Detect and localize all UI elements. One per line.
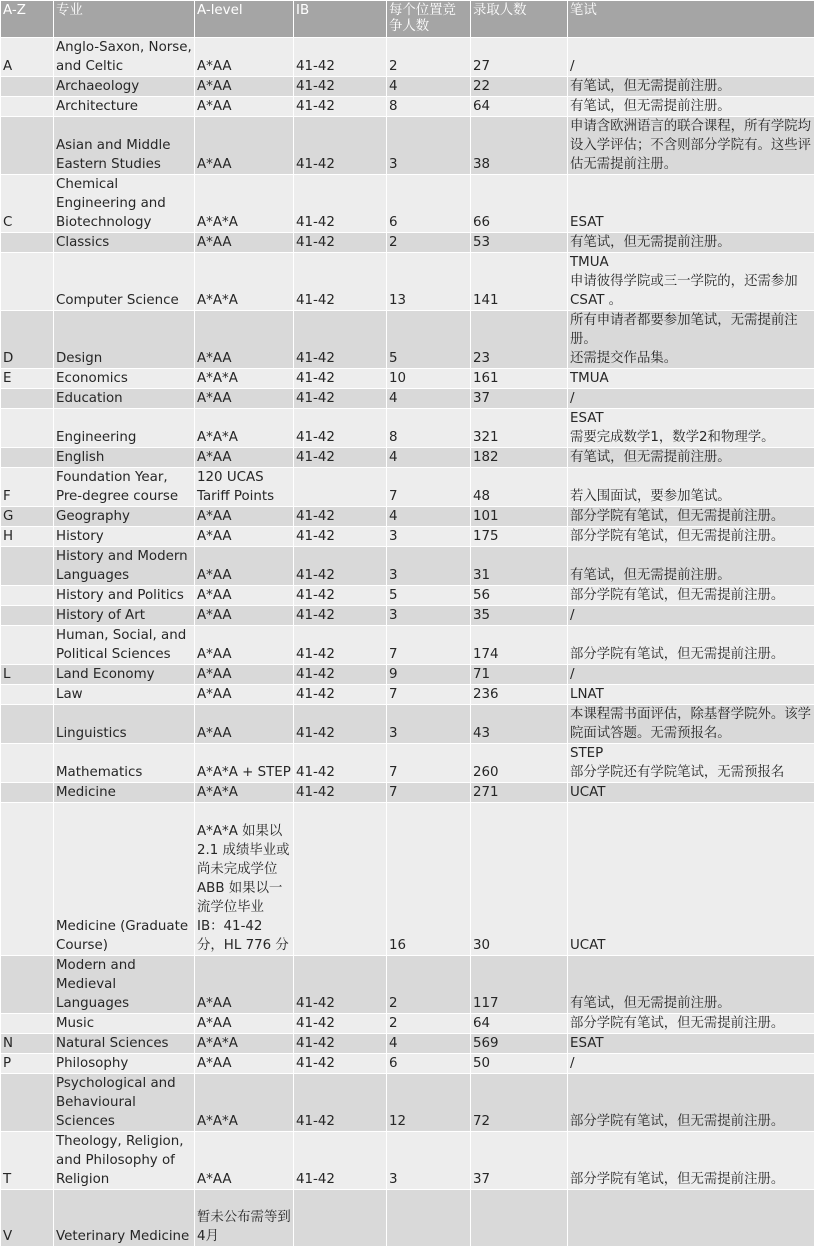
table-row [1,1074,814,1132]
written-test-cell: UCAT [568,803,814,956]
subject-cell: Classics [54,233,195,253]
az-cell: C [1,175,54,233]
ib-cell: 41-42 [294,369,387,389]
ib-cell: 41-42 [294,311,387,369]
admitted-cell: 37 [471,1132,568,1190]
subject-cell: Medicine [54,783,195,803]
admitted-cell: 35 [471,606,568,626]
written-test-cell: / [568,606,814,626]
admitted-cell: 175 [471,527,568,547]
admitted-cell: 271 [471,783,568,803]
ib-cell: 41-42 [294,1132,387,1190]
alevel-cell: A*AA [195,389,294,409]
table-row [1,253,814,311]
subject-cell: Engineering [54,409,195,448]
header-alevel: A-level [195,1,294,38]
alevel-cell: A*AA [195,685,294,705]
table-row [1,97,814,117]
written-test-cell: 本课程需书面评估，除基督学院外。该学院面试答题。无需预报名。 [568,705,814,744]
ib-cell: 41-42 [294,389,387,409]
written-test-cell: LNAT [568,685,814,705]
competition-cell: 3 [387,705,471,744]
competition-cell: 6 [387,1054,471,1074]
competition-cell: 7 [387,468,471,507]
written-test-cell: 有笔试，但无需提前注册。 [568,547,814,586]
admitted-cell: 64 [471,97,568,117]
competition-cell: 16 [387,803,471,956]
subject-cell: Geography [54,507,195,527]
admitted-cell [471,1190,568,1247]
competition-cell: 8 [387,409,471,448]
subject-cell: Philosophy [54,1054,195,1074]
written-test-cell: 有笔试，但无需提前注册。 [568,97,814,117]
ib-cell: 41-42 [294,1014,387,1034]
subject-cell: Anglo-Saxon, Norse, and Celtic [54,38,195,77]
competition-cell: 9 [387,665,471,685]
subject-cell: Land Economy [54,665,195,685]
ib-cell: 41-42 [294,175,387,233]
header-ib: IB [294,1,387,38]
az-cell: G [1,507,54,527]
header-written-test: 笔试 [568,1,814,38]
admitted-cell: 569 [471,1034,568,1054]
competition-cell: 5 [387,311,471,369]
written-test-cell: ESAT [568,175,814,233]
competition-cell: 7 [387,783,471,803]
table-row [1,369,814,389]
subject-cell: Computer Science [54,253,195,311]
az-cell: P [1,1054,54,1074]
table-row [1,956,814,1014]
competition-cell: 8 [387,97,471,117]
subject-cell: Medicine (Graduate Course) [54,803,195,956]
az-cell: A [1,38,54,77]
subject-cell: Education [54,389,195,409]
ib-cell [294,468,387,507]
ib-cell: 41-42 [294,685,387,705]
alevel-cell: A*AA [195,38,294,77]
competition-cell: 7 [387,685,471,705]
admitted-cell: 48 [471,468,568,507]
written-test-cell: 若入围面试，要参加笔试。 [568,468,814,507]
az-cell [1,685,54,705]
az-cell [1,117,54,175]
competition-cell: 3 [387,117,471,175]
az-cell: N [1,1034,54,1054]
table-row [1,665,814,685]
ib-cell: 41-42 [294,1054,387,1074]
written-test-cell [568,1190,814,1247]
competition-cell: 5 [387,586,471,606]
admitted-cell: 182 [471,448,568,468]
competition-cell: 10 [387,369,471,389]
table-row [1,606,814,626]
ib-cell: 41-42 [294,97,387,117]
table-row [1,507,814,527]
admitted-cell: 38 [471,117,568,175]
subject-cell: Human, Social, and Political Sciences [54,626,195,665]
az-cell: L [1,665,54,685]
ib-cell: 41-42 [294,956,387,1014]
written-test-cell: 部分学院有笔试，但无需提前注册。 [568,1014,814,1034]
alevel-cell: A*AA [195,586,294,606]
ib-cell: 41-42 [294,233,387,253]
alevel-cell: A*A*A + STEP [195,744,294,783]
ib-cell: 41-42 [294,606,387,626]
alevel-cell: A*AA [195,705,294,744]
alevel-cell: A*AA [195,97,294,117]
competition-cell: 2 [387,233,471,253]
table-row [1,468,814,507]
subject-cell: Natural Sciences [54,1034,195,1054]
table-row [1,547,814,586]
table-row [1,233,814,253]
competition-cell [387,1190,471,1247]
ib-cell: 41-42 [294,77,387,97]
subject-cell: Asian and Middle Eastern Studies [54,117,195,175]
subject-cell: Music [54,1014,195,1034]
written-test-cell: 部分学院有笔试，但无需提前注册。 [568,507,814,527]
az-cell [1,547,54,586]
alevel-cell: A*AA [195,507,294,527]
written-test-cell: 部分学院有笔试，但无需提前注册。 [568,586,814,606]
alevel-cell: A*AA [195,665,294,685]
table-row [1,77,814,97]
ib-cell: 41-42 [294,409,387,448]
az-cell [1,803,54,956]
az-cell [1,626,54,665]
admitted-cell: 53 [471,233,568,253]
admitted-cell: 50 [471,1054,568,1074]
written-test-cell: 有笔试，但无需提前注册。 [568,77,814,97]
subject-cell: Theology, Religion, and Philosophy of Religion [54,1132,195,1190]
header-subject: 专业 [54,1,195,38]
alevel-cell: A*AA [195,527,294,547]
subject-cell: Veterinary Medicine [54,1190,195,1247]
competition-cell: 13 [387,253,471,311]
admitted-cell: 43 [471,705,568,744]
az-cell [1,606,54,626]
alevel-cell: A*A*A [195,253,294,311]
table-row [1,1190,814,1247]
competition-cell: 3 [387,547,471,586]
alevel-cell: A*AA [195,1014,294,1034]
alevel-cell: A*AA [195,1054,294,1074]
admitted-cell: 117 [471,956,568,1014]
az-cell: V [1,1190,54,1247]
alevel-cell: A*A*A [195,409,294,448]
written-test-cell: 有笔试，但无需提前注册。 [568,448,814,468]
ib-cell: 41-42 [294,1074,387,1132]
subject-cell: Foundation Year, Pre-degree course [54,468,195,507]
written-test-cell: / [568,1054,814,1074]
written-test-cell: 所有申请者都要参加笔试，无需提前注册。 还需提交作品集。 [568,311,814,369]
admitted-cell: 66 [471,175,568,233]
alevel-cell: A*A*A [195,1034,294,1054]
alevel-cell: A*A*A 如果以 2.1 成绩毕业或尚未完成学位 ABB 如果以一流学位毕业 IB：41-42 分，HL 776 分 [195,803,294,956]
ib-cell [294,803,387,956]
written-test-cell: ESAT [568,1034,814,1054]
written-test-cell: TMUA 申请彼得学院或三一学院的，还需参加 CSAT 。 [568,253,814,311]
subject-cell: Economics [54,369,195,389]
table-row [1,117,814,175]
table-row [1,1054,814,1074]
competition-cell: 3 [387,606,471,626]
competition-cell: 12 [387,1074,471,1132]
ib-cell: 41-42 [294,117,387,175]
competition-cell: 4 [387,389,471,409]
alevel-cell: A*A*A [195,175,294,233]
written-test-cell: / [568,38,814,77]
written-test-cell: 部分学院有笔试，但无需提前注册。 [568,527,814,547]
competition-cell: 7 [387,744,471,783]
az-cell [1,1014,54,1034]
written-test-cell: STEP 部分学院还有学院笔试，无需预报名 [568,744,814,783]
written-test-cell: 有笔试，但无需提前注册。 [568,956,814,1014]
written-test-cell: 部分学院有笔试，但无需提前注册。 [568,1074,814,1132]
competition-cell: 4 [387,507,471,527]
alevel-cell: A*AA [195,956,294,1014]
az-cell: F [1,468,54,507]
written-test-cell: ESAT 需要完成数学1，数学2和物理学。 [568,409,814,448]
competition-cell: 4 [387,448,471,468]
az-cell [1,253,54,311]
alevel-cell: 120 UCAS Tariff Points [195,468,294,507]
az-cell [1,783,54,803]
alevel-cell: A*AA [195,233,294,253]
az-cell [1,389,54,409]
alevel-cell: A*AA [195,117,294,175]
admitted-cell: 101 [471,507,568,527]
admitted-cell: 161 [471,369,568,389]
table-row [1,626,814,665]
admitted-cell: 30 [471,803,568,956]
az-cell [1,956,54,1014]
subject-cell: Psychological and Behavioural Sciences [54,1074,195,1132]
ib-cell: 41-42 [294,783,387,803]
ib-cell: 41-42 [294,253,387,311]
written-test-cell: UCAT [568,783,814,803]
subject-cell: History and Politics [54,586,195,606]
az-cell [1,448,54,468]
az-cell [1,1074,54,1132]
table-row [1,1034,814,1054]
subject-cell: Archaeology [54,77,195,97]
competition-cell: 3 [387,527,471,547]
az-cell [1,409,54,448]
admitted-cell: 27 [471,38,568,77]
table-row [1,1014,814,1034]
table-row [1,744,814,783]
competition-cell: 2 [387,956,471,1014]
ib-cell: 41-42 [294,1034,387,1054]
table-row [1,685,814,705]
table-row [1,311,814,369]
competition-cell: 3 [387,1132,471,1190]
az-cell [1,233,54,253]
subject-cell: Linguistics [54,705,195,744]
subject-cell: History and Modern Languages [54,547,195,586]
table-row [1,448,814,468]
az-cell: D [1,311,54,369]
alevel-cell: A*AA [195,1132,294,1190]
az-cell [1,97,54,117]
written-test-cell: TMUA [568,369,814,389]
az-cell [1,586,54,606]
az-cell: H [1,527,54,547]
written-test-cell: / [568,665,814,685]
az-cell: T [1,1132,54,1190]
az-cell [1,744,54,783]
competition-cell: 2 [387,38,471,77]
admitted-cell: 64 [471,1014,568,1034]
subject-cell: Architecture [54,97,195,117]
table-row [1,409,814,448]
alevel-cell: A*AA [195,77,294,97]
subject-cell: Chemical Engineering and Biotechnology [54,175,195,233]
admitted-cell: 22 [471,77,568,97]
alevel-cell: A*A*A [195,1074,294,1132]
competition-cell: 2 [387,1014,471,1034]
alevel-cell: 暂未公布需等到4月 [195,1190,294,1247]
admitted-cell: 56 [471,586,568,606]
admitted-cell: 71 [471,665,568,685]
table-row [1,705,814,744]
written-test-cell: 申请含欧洲语言的联合课程，所有学院均设入学评估；不含则部分学院有。这些评估无需提前注册。 [568,117,814,175]
admitted-cell: 31 [471,547,568,586]
ib-cell: 41-42 [294,38,387,77]
admitted-cell: 141 [471,253,568,311]
table-row [1,38,814,77]
competition-cell: 7 [387,626,471,665]
table-row [1,1132,814,1190]
ib-cell: 41-42 [294,744,387,783]
admitted-cell: 23 [471,311,568,369]
admitted-cell: 72 [471,1074,568,1132]
az-cell [1,77,54,97]
table-row [1,389,814,409]
written-test-cell: / [568,389,814,409]
az-cell: E [1,369,54,389]
admitted-cell: 37 [471,389,568,409]
subject-cell: History of Art [54,606,195,626]
admitted-cell: 174 [471,626,568,665]
table-row [1,527,814,547]
written-test-cell: 有笔试，但无需提前注册。 [568,233,814,253]
alevel-cell: A*AA [195,311,294,369]
header-competition: 每个位置竞争人数 [387,1,471,38]
alevel-cell: A*AA [195,626,294,665]
ib-cell [294,1190,387,1247]
subject-cell: History [54,527,195,547]
ib-cell: 41-42 [294,448,387,468]
alevel-cell: A*AA [195,448,294,468]
table-row [1,586,814,606]
subject-cell: Mathematics [54,744,195,783]
alevel-cell: A*AA [195,547,294,586]
ib-cell: 41-42 [294,586,387,606]
header-row [1,1,814,38]
ib-cell: 41-42 [294,626,387,665]
az-cell [1,705,54,744]
written-test-cell: 部分学院有笔试，但无需提前注册。 [568,1132,814,1190]
table-row [1,175,814,233]
alevel-cell: A*AA [195,606,294,626]
header-az: A-Z [1,1,54,38]
alevel-cell: A*A*A [195,369,294,389]
competition-cell: 4 [387,77,471,97]
subject-cell: Law [54,685,195,705]
subject-cell: Design [54,311,195,369]
header-admitted: 录取人数 [471,1,568,38]
alevel-cell: A*A*A [195,783,294,803]
written-test-cell: 部分学院有笔试，但无需提前注册。 [568,626,814,665]
ib-cell: 41-42 [294,547,387,586]
ib-cell: 41-42 [294,665,387,685]
ib-cell: 41-42 [294,705,387,744]
competition-cell: 6 [387,175,471,233]
subject-cell: English [54,448,195,468]
table-row [1,803,814,956]
table-row [1,783,814,803]
ib-cell: 41-42 [294,527,387,547]
admitted-cell: 321 [471,409,568,448]
competition-cell: 4 [387,1034,471,1054]
subject-cell: Modern and Medieval Languages [54,956,195,1014]
admitted-cell: 260 [471,744,568,783]
admitted-cell: 236 [471,685,568,705]
ib-cell: 41-42 [294,507,387,527]
